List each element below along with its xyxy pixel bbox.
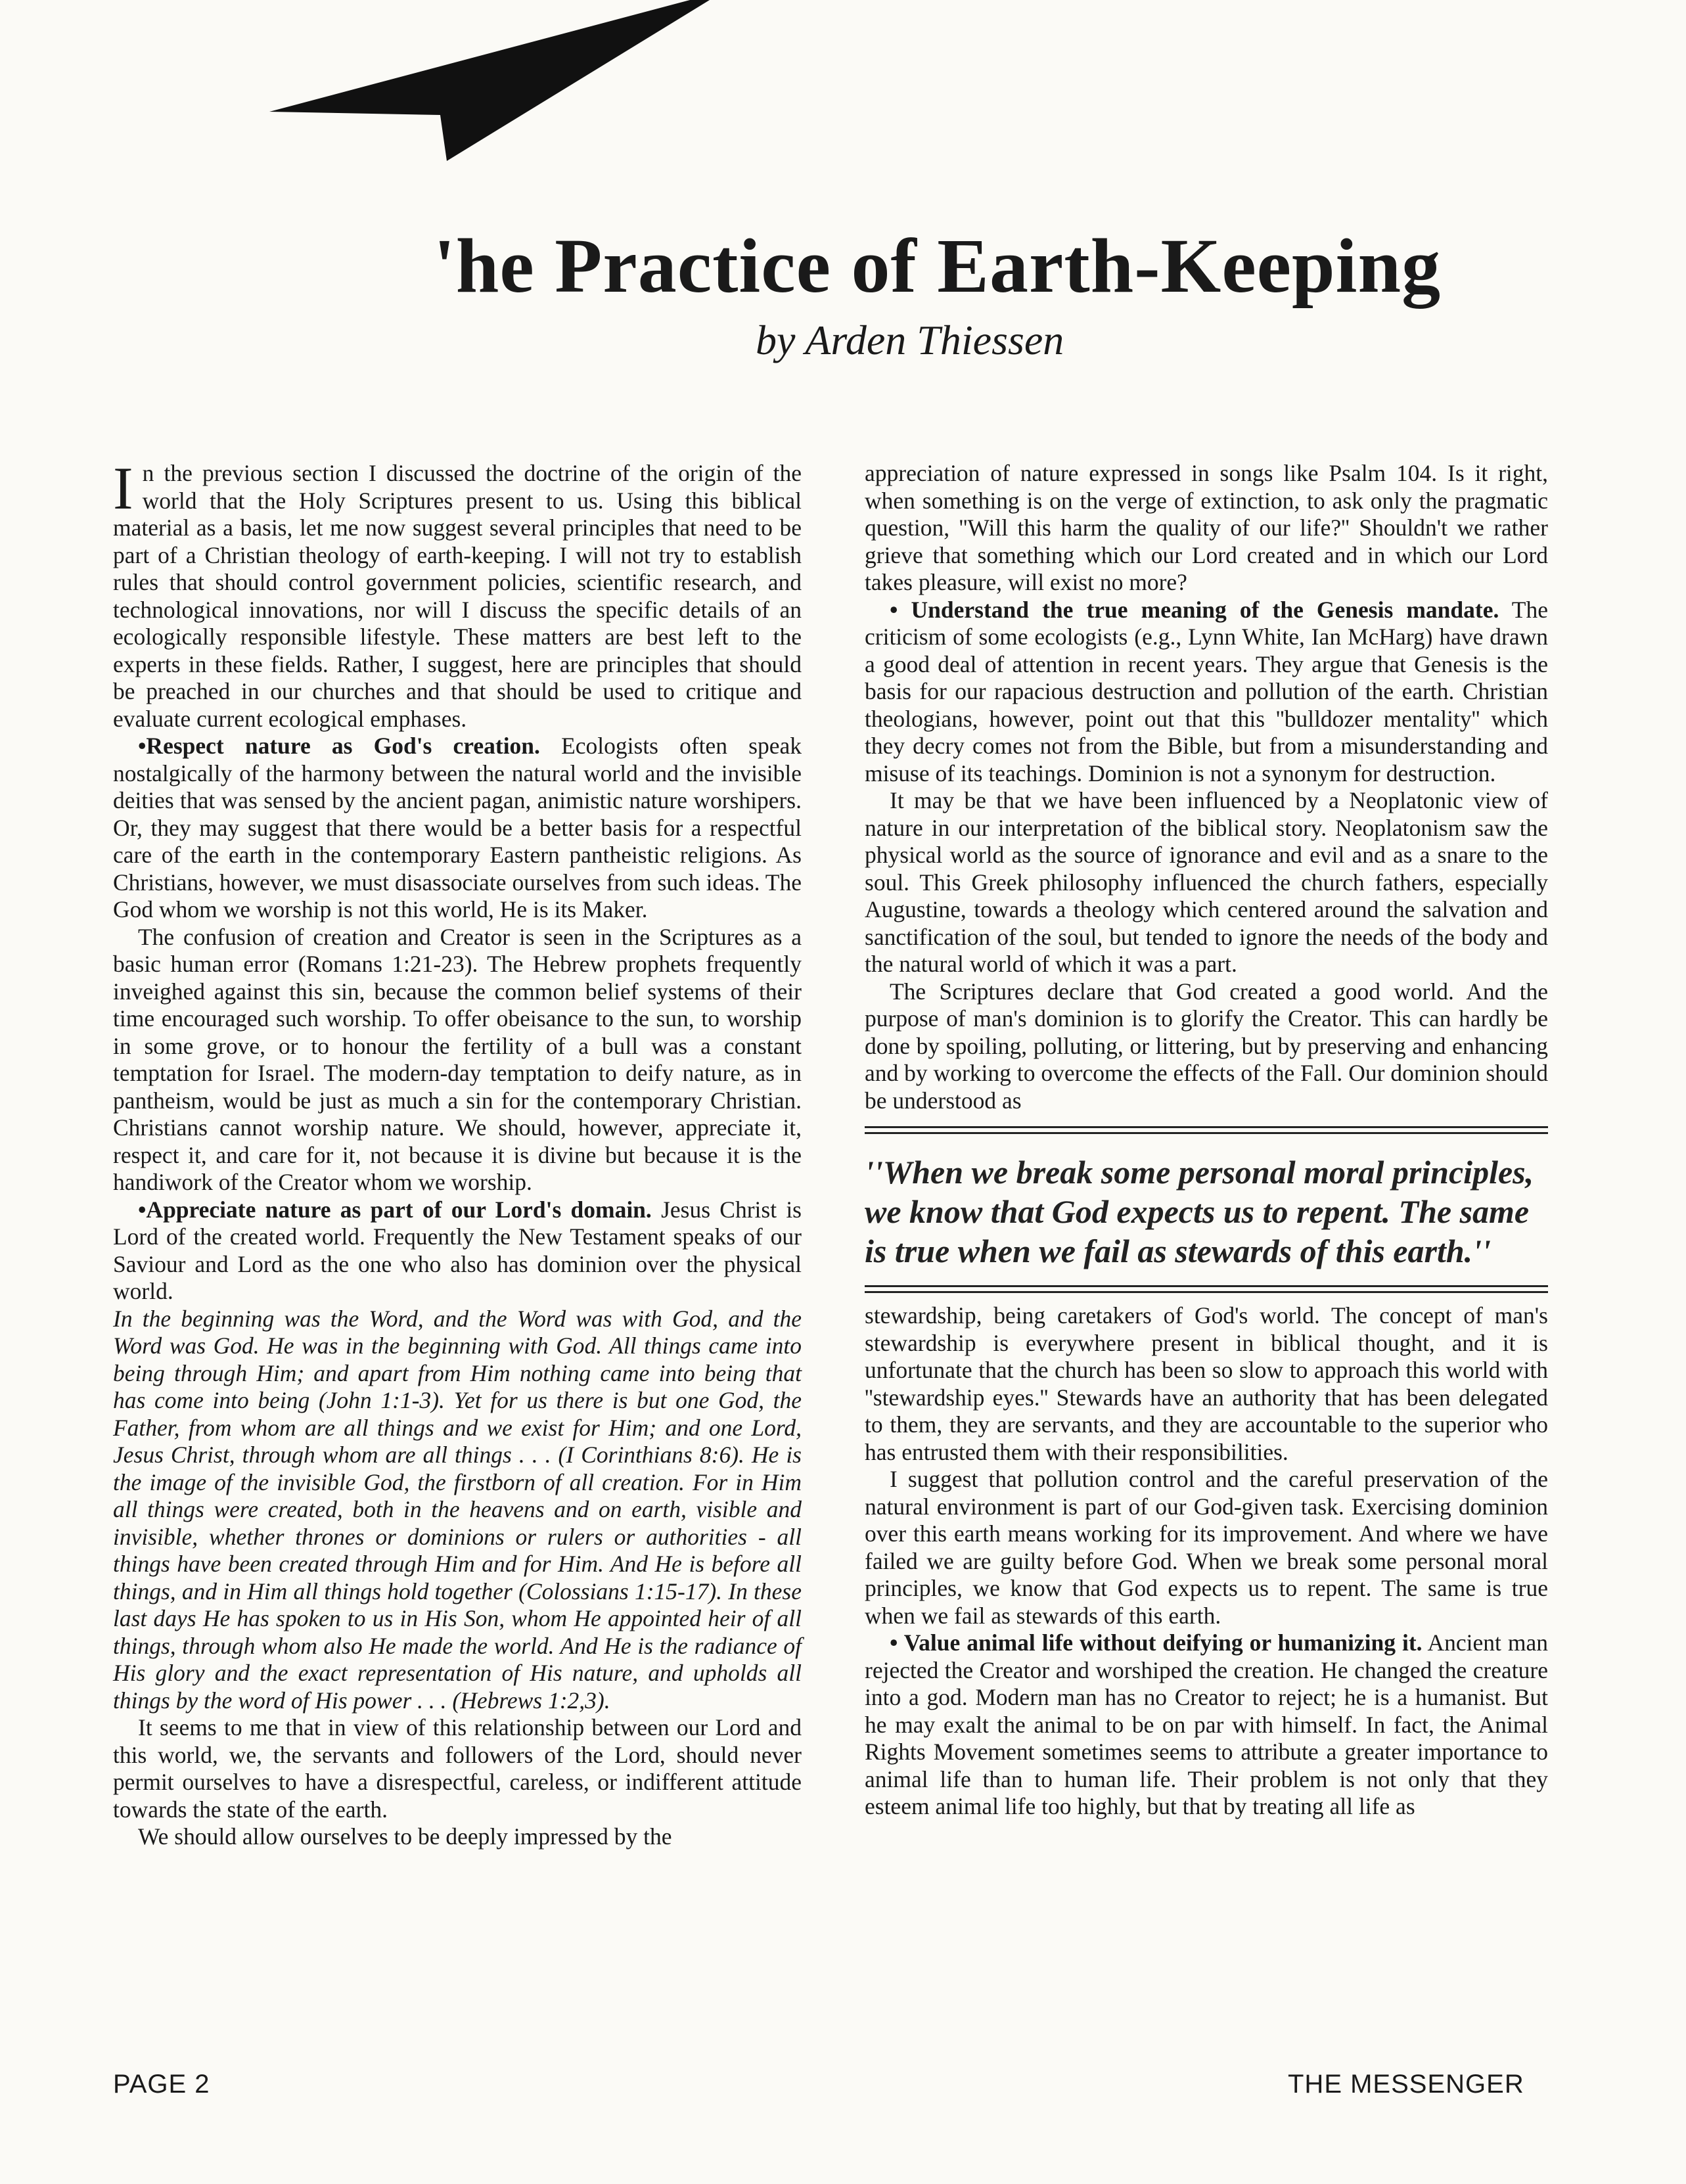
article-byline: by Arden Thiessen <box>756 317 1064 363</box>
pull-quote-top-rule <box>865 1126 1548 1134</box>
page-number: PAGE 2 <box>113 2070 210 2099</box>
section-heading: • Value animal life without deifying or humanizing it. <box>890 1629 1423 1656</box>
paragraph <box>113 455 802 733</box>
pull-quote-text: ''When we break some personal moral principles, we know that God expects us to repent. The same is true when we fail as stewards of this earth.'' <box>865 1154 1534 1269</box>
paragraph-text: Ecologists often speak nostalgically of the harmony between the natural world and the invisible deities that was sensed by the ancient pagan, animistic nature worshipers. Or, they may suggest that there would be a better basis for a respectful care of the earth in the contemporary Eastern pantheistic religions. As Christians, however, we must disassociate ourselves from such ideas. The God whom we worship is not this world, He is its Maker. <box>113 733 802 922</box>
section-heading: •Respect nature as God's creation. <box>138 733 540 759</box>
paragraph <box>865 1629 1548 1821</box>
pull-quote-bottom-rule <box>865 1285 1548 1293</box>
paragraph-text: n the previous section I discussed the doctrine of the origin of the world that the Holy Scriptures present to us. Using this biblical material as a basis, let me now suggest several principles that need to be part of a Christian theology of earth-keeping. I will not try to establish rules that should control government policies, scientific research, and technological innovations, nor will I discuss the specific details of an ecologically responsible lifestyle. These matters are best left to the experts in these fields. Rather, I suggest, here are principles that should be preached in our churches and that should be used to critique and evaluate current ecological emphases. <box>113 460 802 732</box>
left-column <box>113 455 802 1851</box>
section-heading: • Understand the true meaning of the Genesis mandate. <box>890 596 1499 623</box>
decorative-wedge <box>0 0 723 171</box>
paragraph: The Scriptures declare that God created a good world. And the purpose of man's dominion is to glorify the Creator. This can hardly be done by spoiling, polluting, or littering, but by preserving and enhancing and by working to overcome the effects of the Fall. Our dominion should be understood as <box>865 978 1548 1114</box>
scripture-quote: In the beginning was the Word, and the Word was with God, and the Word was God. He was in the beginning with God. All things came into being through Him; and apart from Him nothing came into being that has come into being (John 1:1-3). Yet for us there is but one God, the Father, from whom are all things and we exist for Him; and one Lord, Jesus Christ, through whom are all things . . . (I Corinthians 8:6). He is the image of the invisible God, the firstborn of all creation. For in Him all things were created, both in the heavens and on earth, visible and invisible, whether thrones or dominions or rulers or authorities - all things have been created through Him and for Him. And He is before all things, and in Him all things hold together (Colossians 1:15-17). In these last days He has spoken to us in His Son, whom He appointed heir of all things, through whom also He made the world. And He is the radiance of His glory and the exact representation of His nature, and upholds all things by the word of His power . . . (Hebrews 1:2,3). <box>113 1305 802 1714</box>
pull-quote-box <box>865 1126 1548 1293</box>
paragraph <box>865 597 1548 788</box>
paragraph: It seems to me that in view of this relationship between our Lord and this world, we, the servants and followers of the Lord, should never permit ourselves to have a disrespectful, careless, or indifferent attitude towards the state of the earth. <box>113 1714 802 1823</box>
section-heading: •Appreciate nature as part of our Lord's domain. <box>138 1196 652 1223</box>
publication-name: THE MESSENGER <box>1288 2070 1524 2099</box>
right-column <box>865 460 1548 1821</box>
paragraph: We should allow ourselves to be deeply impressed by the <box>138 1823 672 1850</box>
paragraph: It may be that we have been influenced by a Neoplatonic view of nature in our interpretation of the biblical story. Neoplatonism saw the physical world as the source of ignorance and evil and as a snare to the soul. This Greek philosophy influenced the church fathers, especially Augustine, towards a theology which centered around the salvation and sanctification of the soul, but tended to ignore the needs of the body and the natural world of which it was a part. <box>865 787 1548 977</box>
paragraph-text: Ancient man rejected the Creator and worshiped the creation. He changed the creature into a god. Modern man has no Creator to reject; he is a humanist. But he may exalt the animal to be on par with himself. In fact, the Animal Rights Movement sometimes seems to attribute a greater importance to animal life than to human life. Their problem is not only that they esteem animal life too highly, but that by treating all life as <box>865 1629 1548 1819</box>
paragraph: The confusion of creation and Creator is seen in the Scriptures as a basic human error (Romans 1:21-23). The Hebrew prophets frequently inveighed against this sin, because the common belief systems of their time encouraged such worship. To offer obeisance to the sun, to worship in some grove, or to honour the fertility of a bull was a constant temptation for Israel. The modern-day temptation to deify nature, as in pantheism, would be just as much a sin for the contemporary Christian. Christians cannot worship nature. We should, however, appreciate it, respect it, and care for it, not because it is divine but because it is the handiwork of the Creator whom we worship. <box>113 923 802 1195</box>
paragraph <box>113 1196 802 1306</box>
paragraph-text: Jesus Christ is Lord of the created world. Frequently the New Testament speaks of our Saviour and Lord as the one who also has dominion over the physical world. <box>113 1196 802 1304</box>
paragraph <box>113 733 802 924</box>
drop-cap: I <box>113 455 133 522</box>
paragraph: I suggest that pollution control and the careful preservation of the natural environment is part of our God-given task. Exercising dominion over this earth means working for its improvement. And where we have failed we are guilty before God. When we break some personal moral principles, we know that God expects us to repent. The same is true when we fail as stewards of this earth. <box>865 1466 1548 1629</box>
paragraph-text: The criticism of some ecologists (e.g., Lynn White, Ian McHarg) have drawn a good deal of attention in recent years. They argue that Genesis is the basis for our rapacious destruction and pollution of the earth. Christian theologians, however, point out that this ''bulldozer mentality'' which they decry comes not from the Bible, but from a misunderstanding and misuse of its teachings. Dominion is not a synonym for destruction. <box>865 596 1548 786</box>
paragraph: appreciation of nature expressed in songs like Psalm 104. Is it right, when something is on the verge of extinction, to ask only the pragmatic question, ''Will this harm the quality of our life?'' Shouldn't we rather grieve that something which our Lord created and in which our Lord takes pleasure, will exist no more? <box>865 460 1548 595</box>
article-title: 'he Practice of Earth-Keeping <box>434 223 1442 309</box>
paragraph: stewardship, being caretakers of God's world. The concept of man's stewardship is everywhere present in biblical thought, and it is unfortunate that the church has been so slow to approach this world with ''stewardship eyes.'' Stewards have an authority that has been delegated to them, they are servants, and they are accountable to the superior who has entrusted them with their responsibilities. <box>865 1302 1548 1465</box>
